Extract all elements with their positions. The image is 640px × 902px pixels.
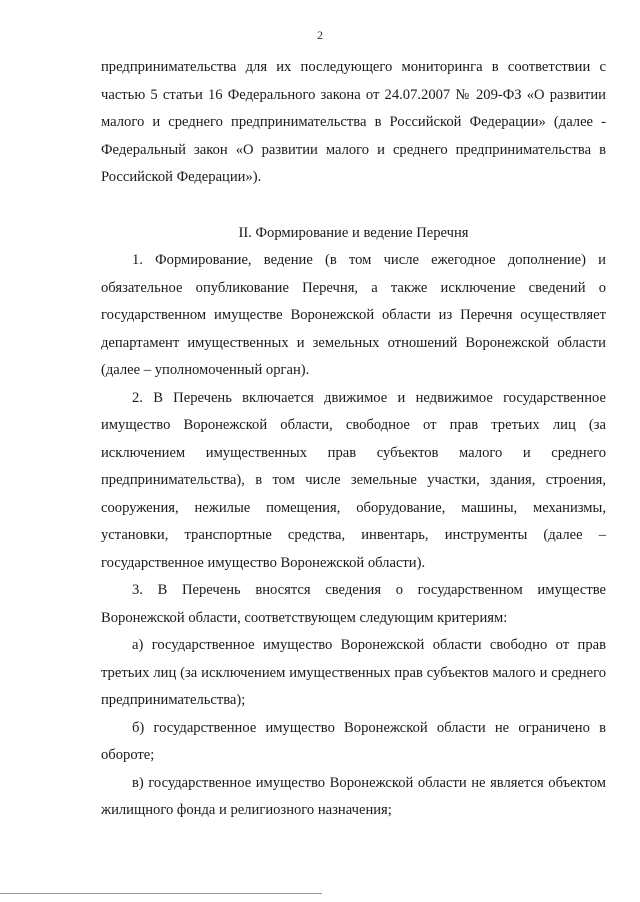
criterion-v: в) государственное имущество Воронежской области не является объектом жилищного фонда и религиозного назначения; <box>101 774 606 818</box>
criterion-b: б) государственное имущество Воронежской области не ограничено в обороте; <box>101 719 606 763</box>
criterion-a: а) государственное имущество Воронежской области свободно от прав третьих лиц (за исключением имущественных прав субъектов малого и среднего предпринимательства); <box>101 637 606 708</box>
intro-paragraph: предпринимательства для их последующего мониторинга в соответствии с частью 5 статьи 16 Федерального закона от 24.07.2007 № 209-ФЗ «О развитии малого и среднего предпринимательства в Российской Федерации» (далее - Федеральный закон «О развитии малого и среднего предпринимательства в Российской Федерации»). <box>101 59 606 185</box>
page-number: 2 <box>317 28 323 42</box>
section-heading: II. Формирование и ведение Перечня <box>238 224 469 241</box>
paragraph-3: 3. В Перечень вносятся сведения о государственном имуществе Воронежской области, соответствующем следующим критериям: <box>101 582 606 626</box>
paragraph-2: 2. В Перечень включается движимое и недвижимое государственное имущество Воронежской области, свободное от прав третьих лиц (за исключением имущественных прав субъектов малого и среднего предпринимательства), в том числе земельные участки, здания, строения, сооружения, нежилые помещения, оборудование, машины, механизмы, установки, транспортные средства, инвентарь, инструменты (далее – государственное имущество Воронежской области). <box>101 389 606 571</box>
document-body <box>101 54 606 825</box>
paragraph-1: 1. Формирование, ведение (в том числе ежегодное дополнение) и обязательное опубликование Перечня, а также исключение сведений о государственном имуществе Воронежской области из Перечня осуществляет департамент имущественных и земельных отношений Воронежской области (далее – уполномоченный орган). <box>101 252 606 378</box>
bottom-rule <box>0 893 322 894</box>
